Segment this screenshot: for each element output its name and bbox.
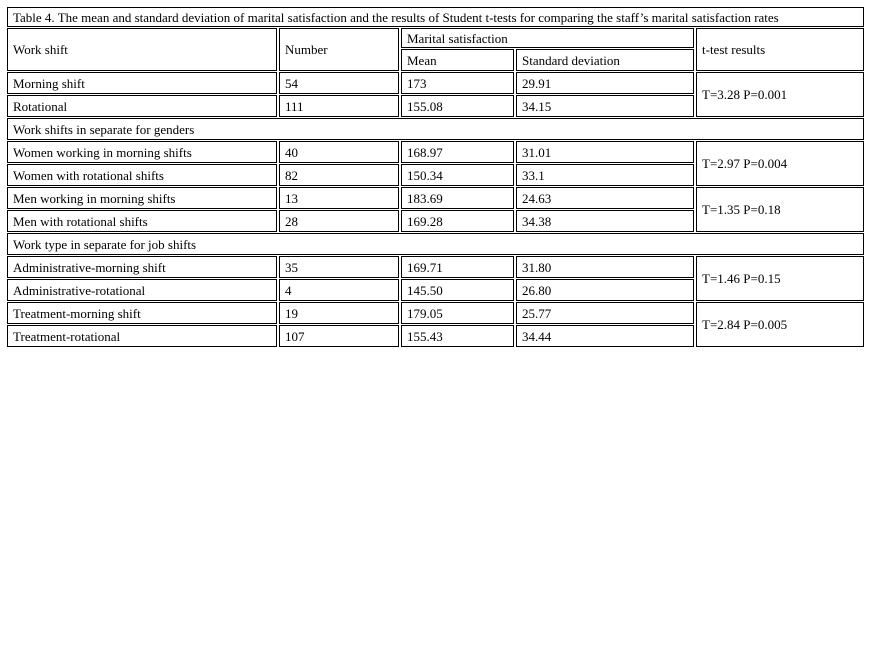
section-title: Work shifts in separate for genders: [7, 118, 864, 140]
cell-sd: 33.1: [516, 164, 694, 186]
header-ttest: t-test results: [696, 28, 864, 71]
cell-number: 82: [279, 164, 399, 186]
cell-sd: 29.91: [516, 72, 694, 94]
header-mean: Mean: [401, 49, 514, 71]
row-label: Administrative-rotational: [7, 279, 277, 301]
cell-mean: 155.43: [401, 325, 514, 347]
cell-ttest: T=1.46 P=0.15: [696, 256, 864, 301]
cell-sd: 25.77: [516, 302, 694, 324]
cell-sd: 31.01: [516, 141, 694, 163]
header-number: Number: [279, 28, 399, 71]
row-label: Men working in morning shifts: [7, 187, 277, 209]
cell-ttest: T=1.35 P=0.18: [696, 187, 864, 232]
cell-mean: 173: [401, 72, 514, 94]
cell-number: 40: [279, 141, 399, 163]
table-row: [7, 187, 864, 209]
cell-mean: 155.08: [401, 95, 514, 117]
table-row: [7, 72, 864, 94]
row-label: Women with rotational shifts: [7, 164, 277, 186]
cell-sd: 24.63: [516, 187, 694, 209]
cell-ttest: T=2.97 P=0.004: [696, 141, 864, 186]
cell-number: 107: [279, 325, 399, 347]
row-label: Treatment-rotational: [7, 325, 277, 347]
cell-mean: 150.34: [401, 164, 514, 186]
cell-number: 111: [279, 95, 399, 117]
table-row: [7, 141, 864, 163]
table-caption: Table 4. The mean and standard deviation of marital satisfaction and the results of Student t-tests for comparing the staff’s marital satisfaction rates: [7, 7, 864, 27]
row-label: Women working in morning shifts: [7, 141, 277, 163]
cell-sd: 31.80: [516, 256, 694, 278]
table-row: [7, 256, 864, 278]
row-label: Rotational: [7, 95, 277, 117]
header-marital-satisfaction: Marital satisfaction: [401, 28, 694, 48]
row-label: Treatment-morning shift: [7, 302, 277, 324]
cell-number: 4: [279, 279, 399, 301]
header-sd: Standard deviation: [516, 49, 694, 71]
cell-sd: 34.44: [516, 325, 694, 347]
cell-mean: 169.28: [401, 210, 514, 232]
cell-mean: 183.69: [401, 187, 514, 209]
cell-mean: 168.97: [401, 141, 514, 163]
row-label: Men with rotational shifts: [7, 210, 277, 232]
results-table: [5, 6, 866, 348]
cell-mean: 169.71: [401, 256, 514, 278]
cell-number: 13: [279, 187, 399, 209]
cell-number: 54: [279, 72, 399, 94]
cell-sd: 26.80: [516, 279, 694, 301]
cell-mean: 145.50: [401, 279, 514, 301]
cell-ttest: T=2.84 P=0.005: [696, 302, 864, 347]
row-label: Administrative-morning shift: [7, 256, 277, 278]
cell-mean: 179.05: [401, 302, 514, 324]
section-row: [7, 118, 864, 140]
cell-number: 28: [279, 210, 399, 232]
cell-ttest: T=3.28 P=0.001: [696, 72, 864, 117]
row-label: Morning shift: [7, 72, 277, 94]
cell-sd: 34.38: [516, 210, 694, 232]
cell-number: 35: [279, 256, 399, 278]
section-title: Work type in separate for job shifts: [7, 233, 864, 255]
table-body: [7, 7, 864, 347]
header-work-shift: Work shift: [7, 28, 277, 71]
table-row: [7, 302, 864, 324]
section-row: [7, 233, 864, 255]
cell-sd: 34.15: [516, 95, 694, 117]
cell-number: 19: [279, 302, 399, 324]
